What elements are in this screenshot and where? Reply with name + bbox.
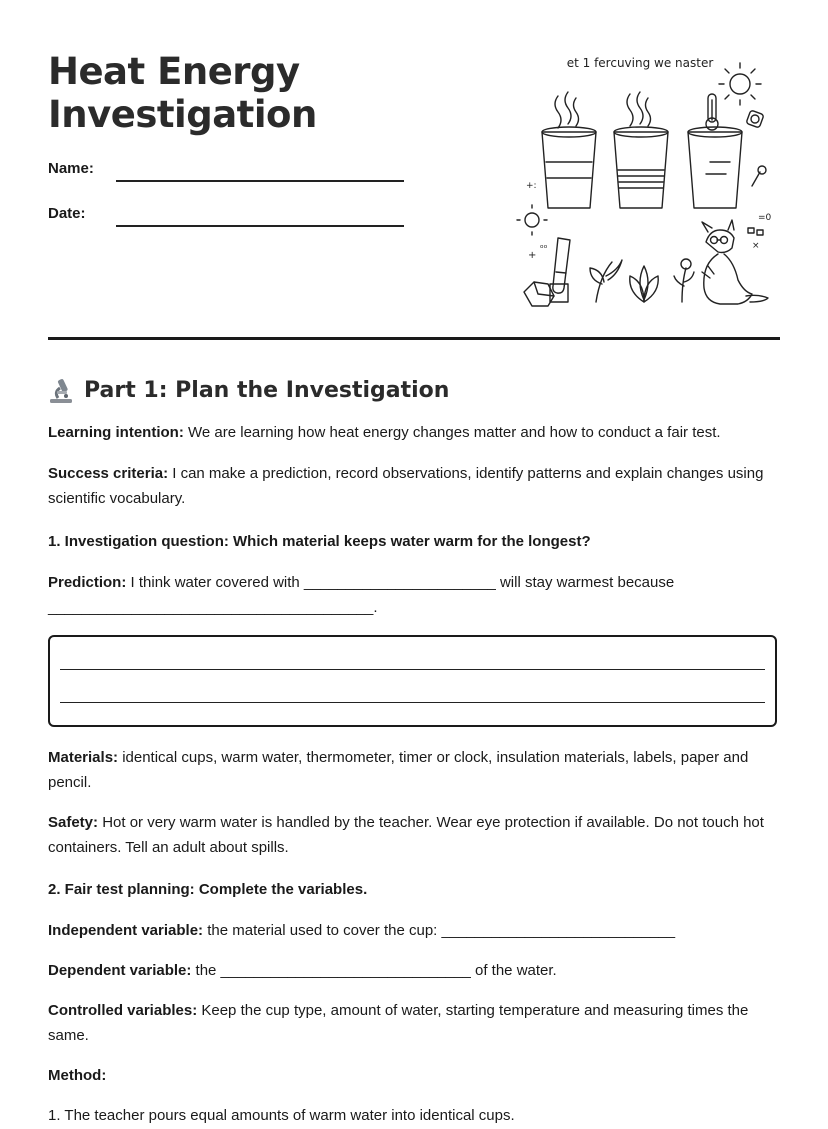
page-title: [48, 50, 317, 136]
controlled-variables: [48, 999, 782, 1048]
safety: [48, 811, 782, 860]
section-title: Part 1: Plan the Investigation: [84, 377, 450, 403]
answer-line: [60, 669, 765, 670]
name-field[interactable]: [116, 180, 404, 182]
date-label: Date:: [48, 205, 86, 222]
test-tube-icon: [524, 238, 570, 306]
method-step-text: 1. The teacher pours equal amounts of warm water into identical cups.: [48, 1107, 515, 1124]
question-text: 1. Investigation question: Which material keeps water warm for the longest?: [48, 533, 591, 550]
part1-heading: [48, 374, 449, 406]
svg-text:×: ×: [752, 241, 760, 251]
steaming-cup-icon: [542, 127, 742, 208]
method-step: [48, 1104, 782, 1129]
dependent-text: the ______________________________ of the water.: [191, 962, 557, 979]
answer-line: [60, 702, 765, 703]
leaf-icon: [590, 259, 694, 302]
safety-label: Safety:: [48, 814, 99, 831]
materials: [48, 746, 782, 795]
independent-label: Independent variable:: [48, 922, 204, 939]
date-field[interactable]: [116, 225, 404, 227]
name-label: Name:: [48, 160, 94, 177]
prediction: [48, 571, 782, 620]
success-label: Success criteria:: [48, 465, 169, 482]
svg-text:ₒₒ: ₒₒ: [540, 241, 548, 251]
materials-label: Materials:: [48, 749, 119, 766]
title-line-2: Investigation: [48, 93, 317, 136]
controlled-text: Keep the cup type, amount of water, starting temperature and measuring times the same.: [48, 1002, 749, 1044]
prediction-answer-box[interactable]: [48, 635, 777, 727]
controlled-label: Controlled variables:: [48, 1002, 198, 1019]
svg-text:=0: =0: [758, 213, 772, 223]
steam-icon: [555, 92, 651, 128]
illustration-caption: et 1 fercuving we naster: [566, 56, 714, 70]
method-heading: [48, 1064, 782, 1089]
independent-text: the material used to cover the cup: ____________________________: [203, 922, 676, 939]
kangaroo-icon: [702, 220, 768, 304]
method-label: Method:: [48, 1067, 107, 1084]
header-divider: [48, 337, 780, 340]
fair-test-heading: [48, 878, 782, 903]
independent-variable: [48, 919, 782, 944]
fair-test-text: 2. Fair test planning: Complete the variables.: [48, 881, 368, 898]
sun-icon: [719, 63, 761, 105]
thermometer-icon: [706, 94, 718, 130]
materials-text: identical cups, warm water, thermometer, timer or clock, insulation materials, labels, paper and pencil.: [48, 749, 749, 791]
learning-text: We are learning how heat energy changes matter and how to conduct a fair test.: [183, 424, 721, 441]
dependent-label: Dependent variable:: [48, 962, 192, 979]
investigation-question: [48, 530, 782, 555]
title-line-1: Heat Energy: [48, 50, 300, 93]
safety-text: Hot or very warm water is handled by the teacher. Wear eye protection if available. Do not touch hot containers. Tell an adult about spills.: [48, 814, 764, 856]
success-criteria: [48, 462, 782, 511]
svg-text:+:: +:: [526, 181, 537, 191]
prediction-text: I think water covered with _______________________ will stay warmest because _______________________________________.: [48, 574, 675, 616]
experiment-illustration: [510, 52, 780, 314]
svg-text:+: +: [528, 250, 537, 261]
microscope-icon: [48, 376, 74, 404]
dependent-variable: [48, 959, 782, 984]
prediction-label: Prediction:: [48, 574, 127, 591]
success-text: I can make a prediction, record observations, identify patterns and explain changes using scientific vocabulary.: [48, 465, 764, 507]
learning-intention: [48, 421, 782, 446]
learning-label: Learning intention:: [48, 424, 184, 441]
